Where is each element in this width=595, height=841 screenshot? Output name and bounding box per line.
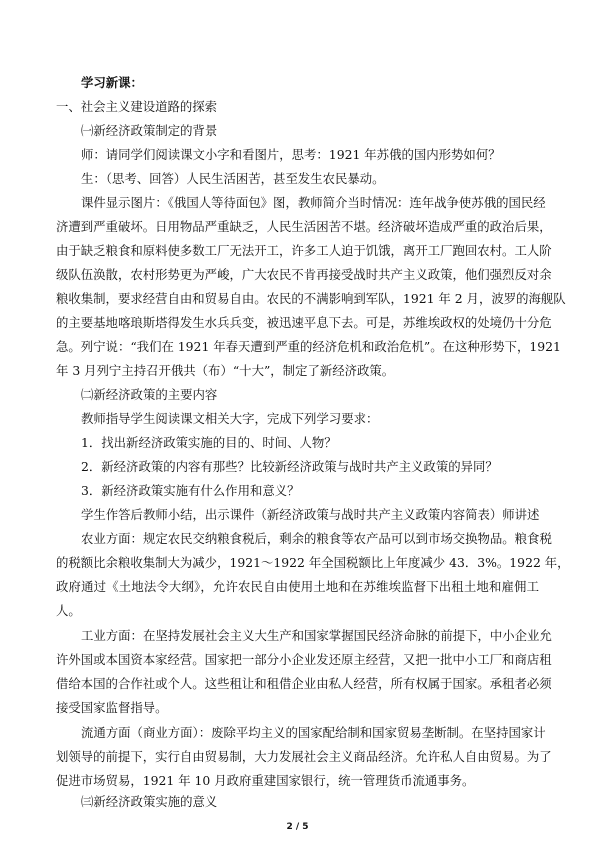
question-item: 3．新经济政策实施有什么作用和意义？	[81, 483, 300, 498]
circulation-paragraph-line: 促进市场贸易，1921 年 10 月政府重建国家银行，统一管理货币流通事务。	[56, 773, 475, 788]
teacher-guidance: 教师指导学生阅读课文相关大字，完成下列学习要求：	[81, 411, 379, 426]
courseware-paragraph-line: 级队伍涣散，农村形势更为严峻，广大农民不肯再接受战时共产主义政策，他们强烈反对余	[56, 267, 552, 282]
page-number: 2 / 5	[286, 822, 309, 832]
courseware-paragraph-line: 由于缺乏粮食和原料使多数工厂无法开工，许多工人迫于饥饿，离开工厂跑回农村。工人阶	[56, 243, 552, 258]
section-title: 一、社会主义建设道路的探索	[56, 99, 218, 114]
industry-paragraph-line: 工业方面：在坚持发展社会主义大生产和国家掌握国民经济命脉的前提下，中小企业允	[81, 628, 552, 643]
agriculture-paragraph-line: 人。	[56, 603, 81, 618]
subsection-title-significance: ㈢新经济政策实施的意义	[81, 794, 218, 809]
subsection-title-content: ㈡新经济政策的主要内容	[81, 387, 218, 402]
agriculture-paragraph-line: 政府通过《土地法令大纲》，允许农民自由使用土地和在苏维埃监督下出租土地和雇佣工	[56, 579, 539, 594]
industry-paragraph-line: 借给本国的合作社或个人。这些租让和租借企业由私人经营，所有权属于国家。承租者必须	[56, 676, 552, 691]
courseware-paragraph-line: 济遭到严重破坏。日用物品严重缺乏，人民生活困苦不堪。经济破坏造成严重的政治后果，	[56, 219, 552, 234]
teacher-question: 师：请同学们阅读课文小字和看图片，思考：1921 年苏俄的国内形势如何？	[81, 147, 501, 162]
lesson-heading: 学习新课：	[81, 75, 143, 90]
courseware-paragraph-line: 课件显示图片：《俄国人等待面包》图，教师简介当时情况：连年战争使苏俄的国民经	[81, 195, 546, 210]
student-answer: 生：（思考、回答）人民生活困苦，甚至发生农民暴动。	[81, 171, 385, 186]
circulation-paragraph-line: 划领导的前提下，实行自由贸易制，大力发展社会主义商品经济。允许私人自由贸易。为了	[56, 749, 552, 764]
agriculture-paragraph-line: 农业方面：规定农民交纳粮食税后，剩余的粮食等农产品可以到市场交换物品。粮食税	[81, 531, 552, 546]
question-item: 2．新经济政策的内容有那些？比较新经济政策与战时共产主义政策的异同？	[81, 459, 498, 474]
courseware-paragraph-line: 粮收集制，要求经营自由和贸易自由。农民的不满影响到军队，1921 年 2 月，波罗的海舰队	[56, 291, 566, 306]
question-item: 1．找出新经济政策实施的目的、时间、人物？	[81, 435, 337, 450]
circulation-paragraph-line: 流通方面（商业方面）：废除平均主义的国家配给制和国家贸易垄断制。在坚持国家计	[81, 725, 546, 740]
industry-paragraph-line: 接受国家监督指导。	[56, 700, 168, 715]
agriculture-paragraph-line: 的税额比余粮收集制大为减少，1921～1922 年全国税额比上年度减少 43．3%。1922 年，	[56, 555, 570, 570]
industry-paragraph-line: 许外国或本国资本家经营。国家把一部分小企业发还原主经营，又把一批中小工厂和商店租	[56, 652, 552, 667]
teacher-summary: 学生作答后教师小结，出示课件（新经济政策与战时共产主义政策内容简表）师讲述	[81, 507, 540, 522]
courseware-paragraph-line: 急。列宁说：“我们在 1921 年春天遭到严重的经济危机和政治危机”。在这种形势下，1921	[56, 339, 561, 354]
courseware-paragraph-line: 年 3 月列宁主持召开俄共（布）“十大”，制定了新经济政策。	[56, 363, 395, 378]
courseware-paragraph-line: 的主要基地喀琅斯塔得发生水兵兵变，被迅速平息下去。可是，苏维埃政权的处境仍十分危	[56, 315, 552, 330]
subsection-title-background: ㈠新经济政策制定的背景	[81, 123, 218, 138]
